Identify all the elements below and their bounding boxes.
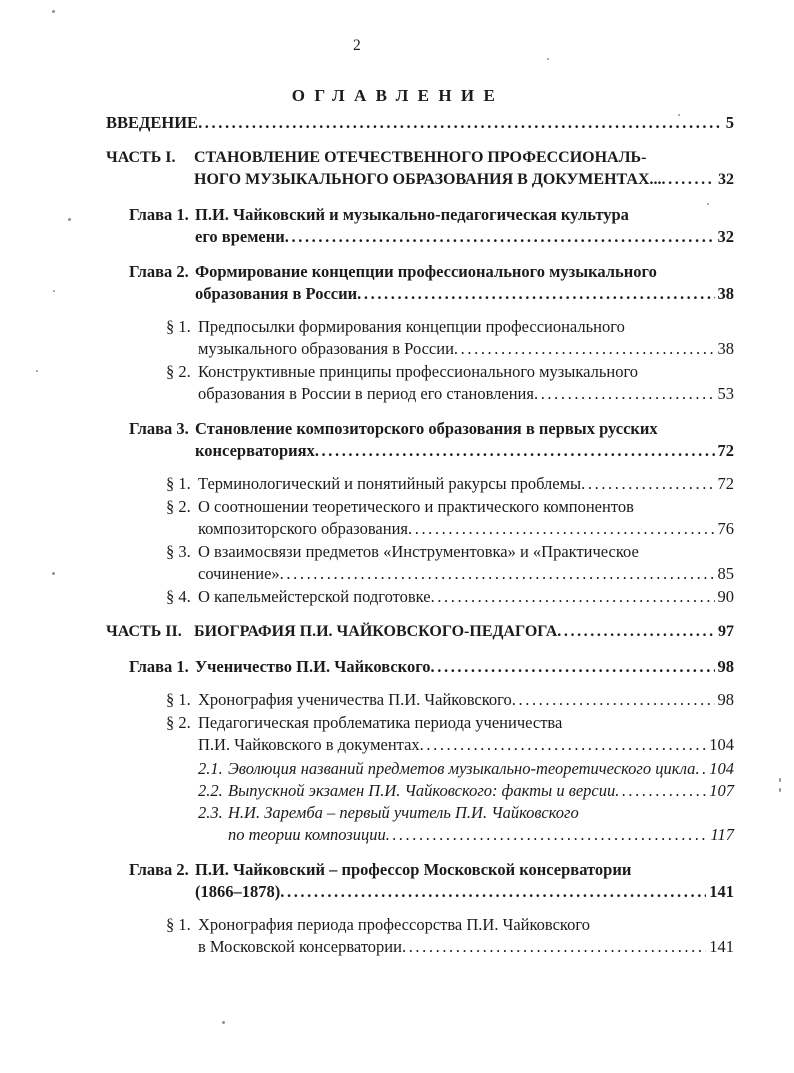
entry-text: Хронография ученичества П.И. Чайковского	[198, 690, 512, 709]
entry-label: § 1.	[166, 474, 191, 493]
entry-label: Глава 1.	[129, 657, 189, 676]
toc-entry	[106, 541, 734, 585]
scan-speck	[678, 114, 680, 116]
entry-body	[195, 261, 734, 305]
entry-body	[195, 656, 734, 678]
entry-label: Глава 2.	[129, 262, 189, 281]
entry-label: § 1.	[166, 915, 191, 934]
entry-label: Глава 3.	[129, 419, 189, 438]
entry-body	[106, 112, 734, 134]
entry-line	[198, 338, 734, 360]
entry-page-ref: 38	[717, 284, 734, 303]
entry-page-ref: 38	[717, 339, 734, 358]
dot-leader	[402, 936, 706, 958]
entry-line	[195, 440, 734, 462]
entry-line	[195, 204, 734, 226]
entry-label: 2.1.	[198, 759, 223, 778]
toc-entry	[106, 204, 734, 248]
dot-leader	[198, 112, 723, 134]
scan-speck	[36, 370, 38, 372]
entry-text: О взаимосвязи предметов «Инструментовка» и «Практическое	[198, 542, 639, 561]
entry-text: О соотношении теоретического и практического компонентов	[198, 497, 634, 516]
entry-page-ref: 76	[717, 519, 734, 538]
entry-text: образования в России в период его становления	[198, 384, 534, 403]
entry-page-ref: 98	[717, 690, 734, 709]
entry-body	[198, 689, 734, 711]
entry-line	[106, 112, 734, 134]
entry-text: Выпускной экзамен П.И. Чайковского: факты и версии	[228, 781, 616, 800]
entry-body	[198, 361, 734, 405]
entry-line	[198, 518, 734, 540]
dot-leader	[662, 169, 716, 191]
entry-text: Предпосылки формирования концепции профессионального	[198, 317, 625, 336]
entry-body	[198, 496, 734, 540]
entry-line	[198, 563, 734, 585]
entry-line	[198, 586, 734, 608]
scan-speck	[52, 572, 55, 575]
entry-line	[195, 283, 734, 305]
entry-page-ref: 141	[709, 882, 734, 901]
entry-page-ref: 97	[718, 623, 734, 640]
entry-page-ref: 72	[717, 441, 734, 460]
entry-line	[198, 316, 734, 338]
entry-label: ЧАСТЬ I.	[106, 149, 176, 166]
entry-line	[195, 656, 734, 678]
entry-line	[228, 802, 734, 824]
entry-page-ref: 32	[718, 171, 734, 188]
entry-label: 2.2.	[198, 781, 223, 800]
toc-entry	[106, 758, 734, 780]
entry-text: Хронография периода профессорства П.И. Чайковского	[198, 915, 590, 934]
toc-entry	[106, 112, 734, 134]
entry-label: § 3.	[166, 542, 191, 561]
entry-label: Глава 1.	[129, 205, 189, 224]
entry-line	[198, 361, 734, 383]
entry-text: композиторского образования	[198, 519, 408, 538]
entry-text: О капельмейстерской подготовке	[198, 587, 431, 606]
toc-entry	[106, 361, 734, 405]
entry-line	[228, 824, 734, 846]
toc-entry	[106, 689, 734, 711]
entry-page-ref: 98	[717, 657, 734, 676]
dot-leader	[386, 824, 708, 846]
entry-text: (1866–1878)	[195, 882, 281, 901]
entry-text: в Московской консерватории	[198, 937, 402, 956]
entry-line	[195, 261, 734, 283]
entry-text: ВВЕДЕНИЕ	[106, 113, 199, 132]
scan-speck	[53, 290, 55, 292]
entry-body	[198, 473, 734, 495]
entry-line	[198, 712, 734, 734]
entry-text: БИОГРАФИЯ П.И. ЧАЙКОВСКОГО-ПЕДАГОГА	[194, 623, 558, 640]
entry-text: П.И. Чайковский – профессор Московской консерватории	[195, 860, 632, 879]
entry-text: Формирование концепции профессионального музыкального	[195, 262, 657, 281]
entry-line	[228, 758, 734, 780]
entry-text: СТАНОВЛЕНИЕ ОТЕЧЕСТВЕННОГО ПРОФЕССИОНАЛЬ-	[194, 149, 647, 166]
toc-entry	[106, 473, 734, 495]
entry-page-ref: 104	[709, 759, 734, 778]
table-of-contents	[106, 85, 734, 958]
entry-text: Конструктивные принципы профессионального музыкального	[198, 362, 639, 381]
entry-text: консерваториях	[195, 441, 315, 460]
entry-label: § 2.	[166, 713, 191, 732]
entry-text: его времени	[195, 227, 285, 246]
toc-entry	[106, 621, 734, 643]
entry-label: ЧАСТЬ II.	[106, 623, 182, 640]
toc-entries	[106, 112, 734, 958]
entry-line	[198, 541, 734, 563]
entry-body	[198, 914, 734, 958]
entry-body	[195, 204, 734, 248]
entry-page-ref: 53	[717, 384, 734, 403]
dot-leader	[454, 338, 715, 360]
entry-body	[194, 147, 734, 191]
entry-text: музыкального образования в России	[198, 339, 454, 358]
entry-label: § 1.	[166, 317, 191, 336]
entry-line	[195, 418, 734, 440]
dot-leader	[615, 780, 706, 802]
entry-text: сочинение»	[198, 564, 280, 583]
entry-body	[195, 859, 734, 903]
entry-label: § 4.	[166, 587, 191, 606]
toc-entry	[106, 914, 734, 958]
entry-line	[198, 473, 734, 495]
scan-speck	[547, 58, 549, 60]
toc-entry	[106, 780, 734, 802]
dot-leader	[280, 881, 706, 903]
toc-entry	[106, 802, 734, 846]
entry-text: по теории композиции	[228, 825, 386, 844]
dot-leader	[315, 440, 715, 462]
entry-text: Терминологический и понятийный ракурсы проблемы	[198, 474, 582, 493]
dot-leader	[512, 689, 715, 711]
scan-speck	[68, 218, 71, 221]
dot-leader	[408, 518, 715, 540]
scan-speck	[52, 10, 55, 13]
entry-line	[195, 859, 734, 881]
toc-entry	[106, 586, 734, 608]
scan-speck	[779, 778, 781, 782]
entry-line	[198, 734, 734, 756]
dot-leader	[534, 383, 715, 405]
entry-line	[198, 689, 734, 711]
entry-line	[198, 914, 734, 936]
toc-entry	[106, 316, 734, 360]
entry-line	[195, 226, 734, 248]
entry-label: § 2.	[166, 362, 191, 381]
entry-body	[228, 780, 734, 802]
entry-line	[198, 383, 734, 405]
entry-page-ref: 32	[717, 227, 734, 246]
entry-label: § 2.	[166, 497, 191, 516]
entry-line	[194, 147, 734, 169]
entry-page-ref: 90	[717, 587, 734, 606]
entry-page-ref: 141	[709, 937, 734, 956]
entry-body	[198, 316, 734, 360]
entry-line	[195, 881, 734, 903]
entry-page-ref: 85	[717, 564, 734, 583]
entry-line	[194, 169, 734, 191]
toc-entry	[106, 418, 734, 462]
entry-page-ref: 72	[717, 474, 734, 493]
entry-page-ref: 107	[709, 781, 734, 800]
entry-label: § 1.	[166, 690, 191, 709]
toc-entry	[106, 496, 734, 540]
dot-leader	[357, 283, 714, 305]
entry-line	[228, 780, 734, 802]
entry-label: Глава 2.	[129, 860, 189, 879]
entry-body	[198, 586, 734, 608]
dot-leader	[431, 656, 715, 678]
scan-speck	[779, 788, 781, 792]
dot-leader	[420, 734, 707, 756]
entry-text: П.И. Чайковский и музыкально-педагогическая культура	[195, 205, 629, 224]
entry-body	[194, 621, 734, 643]
scan-speck	[222, 1021, 225, 1024]
toc-entry	[106, 656, 734, 678]
entry-text: Становление композиторского образования в первых русских	[195, 419, 658, 438]
entry-text: П.И. Чайковского в документах	[198, 735, 420, 754]
toc-entry	[106, 859, 734, 903]
entry-page-ref: 117	[710, 825, 734, 844]
entry-text: Ученичество П.И. Чайковского	[195, 657, 431, 676]
entry-page-ref: 5	[725, 113, 734, 132]
scan-speck	[707, 203, 709, 205]
toc-title: ОГЛАВЛЕНИЕ	[291, 86, 505, 105]
entry-body	[195, 418, 734, 462]
entry-line	[198, 936, 734, 958]
entry-line	[194, 621, 734, 643]
entry-text: Эволюция названий предметов музыкально-теоретического цикла	[228, 759, 696, 778]
toc-entry	[106, 712, 734, 756]
dot-leader	[557, 621, 715, 643]
entry-line	[198, 496, 734, 518]
entry-text: НОГО МУЗЫКАЛЬНОГО ОБРАЗОВАНИЯ В ДОКУМЕНТАХ...	[194, 171, 662, 188]
dot-leader	[285, 226, 715, 248]
dot-leader	[695, 758, 706, 780]
toc-entry	[106, 261, 734, 305]
toc-entry	[106, 147, 734, 191]
entry-body	[228, 758, 734, 780]
dot-leader	[431, 586, 715, 608]
entry-text: Н.И. Заремба – первый учитель П.И. Чайковского	[228, 803, 579, 822]
entry-label: 2.3.	[198, 803, 223, 822]
page-number: 2	[353, 37, 361, 54]
entry-body	[198, 712, 734, 756]
entry-page-ref: 104	[709, 735, 734, 754]
entry-text: Педагогическая проблематика периода ученичества	[198, 713, 563, 732]
dot-leader	[280, 563, 715, 585]
entry-body	[228, 802, 734, 846]
entry-text: образования в России	[195, 284, 358, 303]
entry-body	[198, 541, 734, 585]
dot-leader	[581, 473, 714, 495]
